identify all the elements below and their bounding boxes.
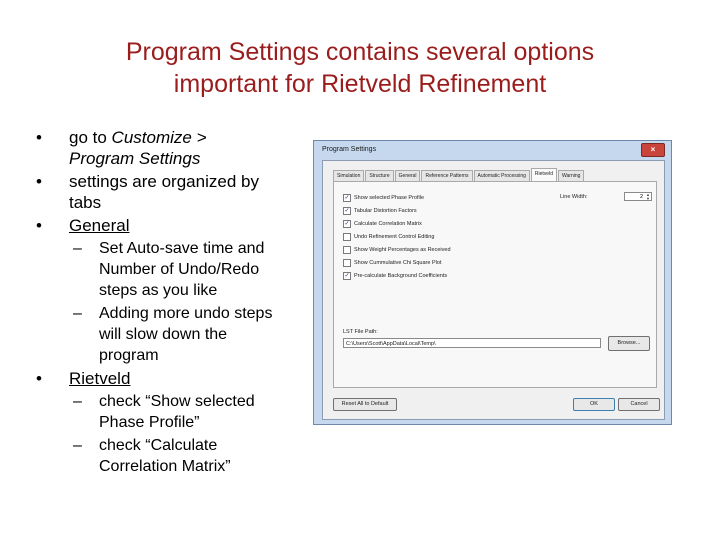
bullet-rietveld xyxy=(36,368,306,389)
sub-bullet-text: check “Calculate xyxy=(99,437,218,454)
bullet-list xyxy=(36,127,306,479)
sub-bullet-text: Adding more undo steps xyxy=(99,305,273,322)
sub-bullet-text: Phase Profile” xyxy=(99,414,200,431)
checkbox-show-weight-percentages[interactable] xyxy=(343,246,451,254)
line-width-label: Line Width: xyxy=(560,194,588,200)
checkbox-show-selected-phase-profile[interactable] xyxy=(343,194,424,202)
checkbox-label: Calculate Correlation Matrix xyxy=(354,221,422,227)
reset-all-to-default-button[interactable]: Reset All to Default xyxy=(333,398,397,411)
sub-bullet-text: Set Auto-save time and xyxy=(99,240,265,257)
checkbox-box[interactable] xyxy=(343,259,351,267)
bullet-marker: • xyxy=(36,128,42,147)
checkbox-label: Pre-calculate Background Coefficients xyxy=(354,273,448,279)
slide-title xyxy=(40,36,680,100)
sub-bullet-text: Number of Undo/Redo xyxy=(99,261,260,278)
bullet-marker: • xyxy=(36,216,42,235)
checkbox-label: Show Weight Percentages as Received xyxy=(354,247,451,253)
tab-general[interactable]: General xyxy=(395,170,421,182)
checkbox-label: Show selected Phase Profile xyxy=(354,195,425,201)
checkbox-box[interactable] xyxy=(343,233,351,241)
browse-button[interactable]: Browse... xyxy=(608,336,650,351)
bullet-customize xyxy=(36,127,306,169)
checkbox-pre-calculate-background[interactable] xyxy=(343,272,447,280)
sub-bullet-show-phase xyxy=(36,391,306,433)
close-button[interactable] xyxy=(641,143,665,157)
close-icon: × xyxy=(650,145,656,154)
sub-bullet-autosave xyxy=(36,238,306,301)
lst-file-path-label: LST File Path: xyxy=(343,329,378,335)
rietveld-panel xyxy=(333,181,657,388)
sub-bullet-text: program xyxy=(99,347,159,364)
checkbox-label: Tabular Distortion Factors xyxy=(354,208,417,214)
sub-bullet-marker: – xyxy=(73,240,82,257)
bullet-italic-text: Program Settings xyxy=(69,149,201,168)
bullet-tabs xyxy=(36,171,306,213)
checkbox-tabular-distortion-factors[interactable] xyxy=(343,207,417,215)
tab-automatic-processing[interactable]: Automatic Processing xyxy=(474,170,530,182)
sub-bullet-marker: – xyxy=(73,305,82,322)
line-width-spinner[interactable] xyxy=(624,192,652,201)
sub-bullet-undo xyxy=(36,303,306,366)
bullet-marker: • xyxy=(36,172,42,191)
checkbox-label: Show Cummulative Chi Square Plot xyxy=(354,260,442,266)
ok-button[interactable]: OK xyxy=(573,398,615,411)
sub-bullet-text: steps as you like xyxy=(99,282,218,299)
checkbox-calculate-correlation-matrix[interactable] xyxy=(343,220,422,228)
line-width-value: 2 xyxy=(639,194,643,200)
sub-bullet-text: check “Show selected xyxy=(99,393,255,410)
checkbox-box[interactable]: ✓ xyxy=(344,195,350,201)
checkbox-box[interactable]: ✓ xyxy=(344,273,350,279)
dialog-title: Program Settings xyxy=(322,146,377,153)
sub-bullet-marker: – xyxy=(73,393,82,410)
bullet-text: General xyxy=(69,216,130,235)
tab-bar xyxy=(333,168,585,181)
checkbox-box[interactable]: ✓ xyxy=(344,221,350,227)
tab-structure[interactable]: Structure xyxy=(365,170,393,182)
tab-warning[interactable]: Warning xyxy=(558,170,584,182)
sub-bullet-correlation xyxy=(36,435,306,477)
sub-bullet-text: will slow down the xyxy=(99,326,228,343)
bullet-marker: • xyxy=(36,369,42,388)
tab-simulation[interactable]: Simulation xyxy=(333,170,364,182)
checkbox-label: Undo Refinement Control Editing xyxy=(354,234,435,240)
slide-title-line-2: important for Rietveld Refinement xyxy=(173,70,547,98)
checkbox-undo-refinement-control-editing[interactable] xyxy=(343,233,434,241)
sub-bullet-text: Correlation Matrix” xyxy=(99,458,231,475)
bullet-text: tabs xyxy=(69,193,102,212)
tab-rietveld[interactable]: Rietveld xyxy=(531,168,557,182)
checkbox-box[interactable] xyxy=(343,246,351,254)
cancel-button[interactable]: Cancel xyxy=(618,398,660,411)
dialog-body xyxy=(322,160,665,420)
bullet-text: go to xyxy=(69,128,112,147)
checkbox-box[interactable]: ✓ xyxy=(344,208,350,214)
program-settings-dialog xyxy=(313,140,672,425)
sub-bullet-marker: – xyxy=(73,437,82,454)
lst-file-path-input[interactable]: C:\Users\Scott\AppData\Local\Temp\ xyxy=(343,338,601,348)
bullet-text: settings are organized by xyxy=(69,172,259,191)
checkbox-show-cummulative-chi-square-plot[interactable] xyxy=(343,259,441,267)
bullet-text: Rietveld xyxy=(69,369,131,388)
spinner-arrows-icon[interactable]: ▲ ▼ xyxy=(646,192,650,201)
slide-title-line-1: Program Settings contains several options xyxy=(125,38,595,66)
bullet-italic-text: Customize > xyxy=(111,128,207,147)
bullet-general xyxy=(36,215,306,236)
tab-reference-patterns[interactable]: Reference Patterns xyxy=(421,170,472,182)
